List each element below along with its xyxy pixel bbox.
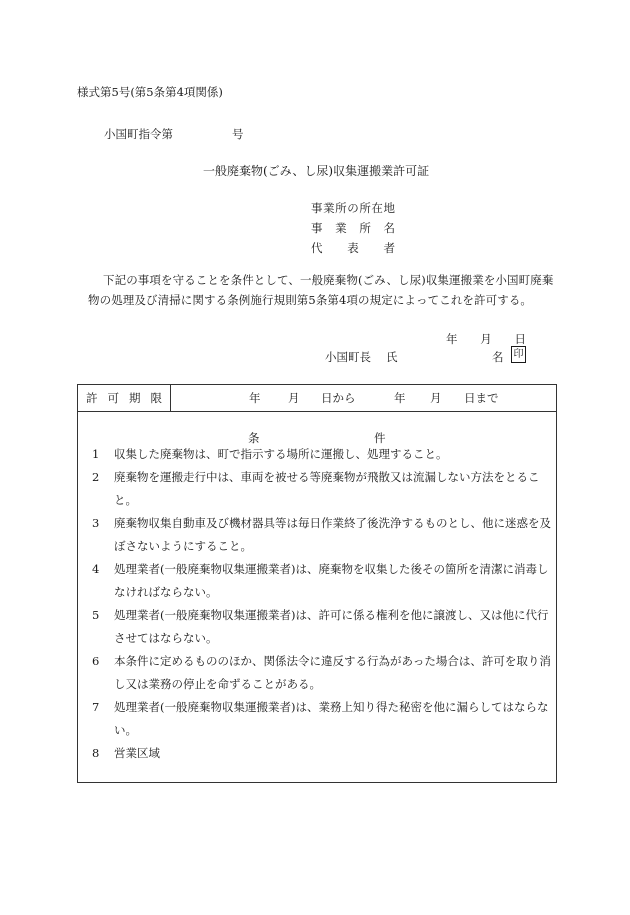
issue-date (446, 331, 526, 347)
period-from-day: 日から (321, 391, 356, 405)
issuer-shi: 氏 (386, 350, 398, 364)
date-day: 日 (514, 332, 526, 346)
label-char: 者 (383, 241, 395, 255)
condition-item (92, 604, 552, 650)
condition-number: 6 (92, 654, 100, 668)
label-char: 事 (311, 221, 323, 235)
conditions-list (92, 443, 552, 765)
seal-mark: 印 (511, 346, 526, 363)
condition-number: 5 (92, 608, 100, 622)
issuer-mei: 名 (492, 350, 504, 364)
label-char: 事 (311, 201, 323, 215)
condition-number: 3 (92, 516, 100, 530)
label-char: 期 (129, 391, 141, 405)
conditions-heading-right: 件 (374, 431, 386, 445)
condition-item (92, 443, 552, 466)
condition-item (92, 650, 552, 696)
condition-item (92, 512, 552, 558)
period-from-month: 月 (288, 391, 300, 405)
condition-number: 4 (92, 562, 100, 576)
condition-number: 8 (92, 746, 100, 760)
permit-table (77, 384, 557, 783)
permit-period-label (78, 385, 171, 411)
condition-text: 処理業者(一般廃棄物収集運搬業者)は、許可に係る権利を他に譲渡し、又は他に代行させてはならない。 (114, 608, 549, 645)
condition-number: 2 (92, 470, 100, 484)
condition-number: 7 (92, 700, 100, 714)
form-number: 様式第5号(第5条第4項関係) (77, 85, 223, 99)
label-char: 業 (335, 221, 347, 235)
period-to-month: 月 (430, 391, 442, 405)
date-year: 年 (446, 332, 458, 346)
condition-text: 処理業者(一般廃棄物収集運搬業者)は、業務上知り得た秘密を他に漏らしてはならない。 (114, 700, 549, 737)
label-char: 在 (371, 201, 383, 215)
label-char: 所 (335, 201, 347, 215)
label-char: 地 (383, 201, 395, 215)
permit-number-suffix: 号 (232, 127, 244, 141)
condition-item (92, 558, 552, 604)
condition-text: 営業区域 (114, 746, 160, 760)
condition-text: 処理業者(一般廃棄物収集運搬業者)は、廃棄物を収集した後その箇所を清潔に消毒しなければならない。 (114, 562, 549, 599)
permit-body-text: 下記の事項を守ることを条件として、一般廃棄物(ごみ、し尿)収集運搬業を小国町廃棄物の処理及び清掃に関する条例施行規則第5条第4項の規定によってこれを許可する。 (88, 273, 554, 307)
date-month: 月 (480, 332, 492, 346)
label-representative (311, 240, 395, 256)
condition-item (92, 696, 552, 742)
label-char: の (347, 201, 359, 215)
period-to-year: 年 (394, 391, 406, 405)
permit-number-prefix: 小国町指令第 (104, 127, 173, 141)
label-char: 表 (347, 241, 359, 255)
label-office-address (311, 200, 395, 216)
period-from-year: 年 (249, 391, 261, 405)
condition-item (92, 742, 552, 765)
period-to-day: 日まで (464, 391, 499, 405)
condition-number: 1 (92, 447, 100, 461)
permit-period-value (172, 385, 556, 411)
label-office-name (311, 220, 395, 236)
label-char: 可 (107, 391, 119, 405)
issuer-title: 小国町長 (325, 350, 371, 364)
condition-text: 本条件に定めるもののほか、関係法令に違反する行為があった場合は、許可を取り消し又は業務の停止を命ずることがある。 (114, 654, 551, 691)
condition-text: 廃棄物収集自動車及び機材器具等は毎日作業終了後洗浄するものとし、他に迷惑を及ぼさないようにすること。 (114, 516, 551, 553)
label-char: 代 (311, 241, 323, 255)
label-char: 所 (359, 201, 371, 215)
condition-text: 収集した廃棄物は、町で指示する場所に運搬し、処理すること。 (114, 447, 448, 461)
label-char: 所 (359, 221, 371, 235)
condition-item (92, 466, 552, 512)
permit-period-row (78, 385, 556, 412)
condition-text: 廃棄物を運搬走行中は、車両を被せる等廃棄物が飛散又は流漏しない方法をとること。 (114, 470, 540, 507)
document-title: 一般廃棄物(ごみ、し尿)収集運搬業許可証 (203, 164, 430, 178)
conditions-heading-left: 条 (248, 431, 260, 445)
label-char: 名 (383, 221, 395, 235)
label-char: 限 (150, 391, 162, 405)
label-char: 業 (323, 201, 335, 215)
label-char: 許 (86, 391, 98, 405)
